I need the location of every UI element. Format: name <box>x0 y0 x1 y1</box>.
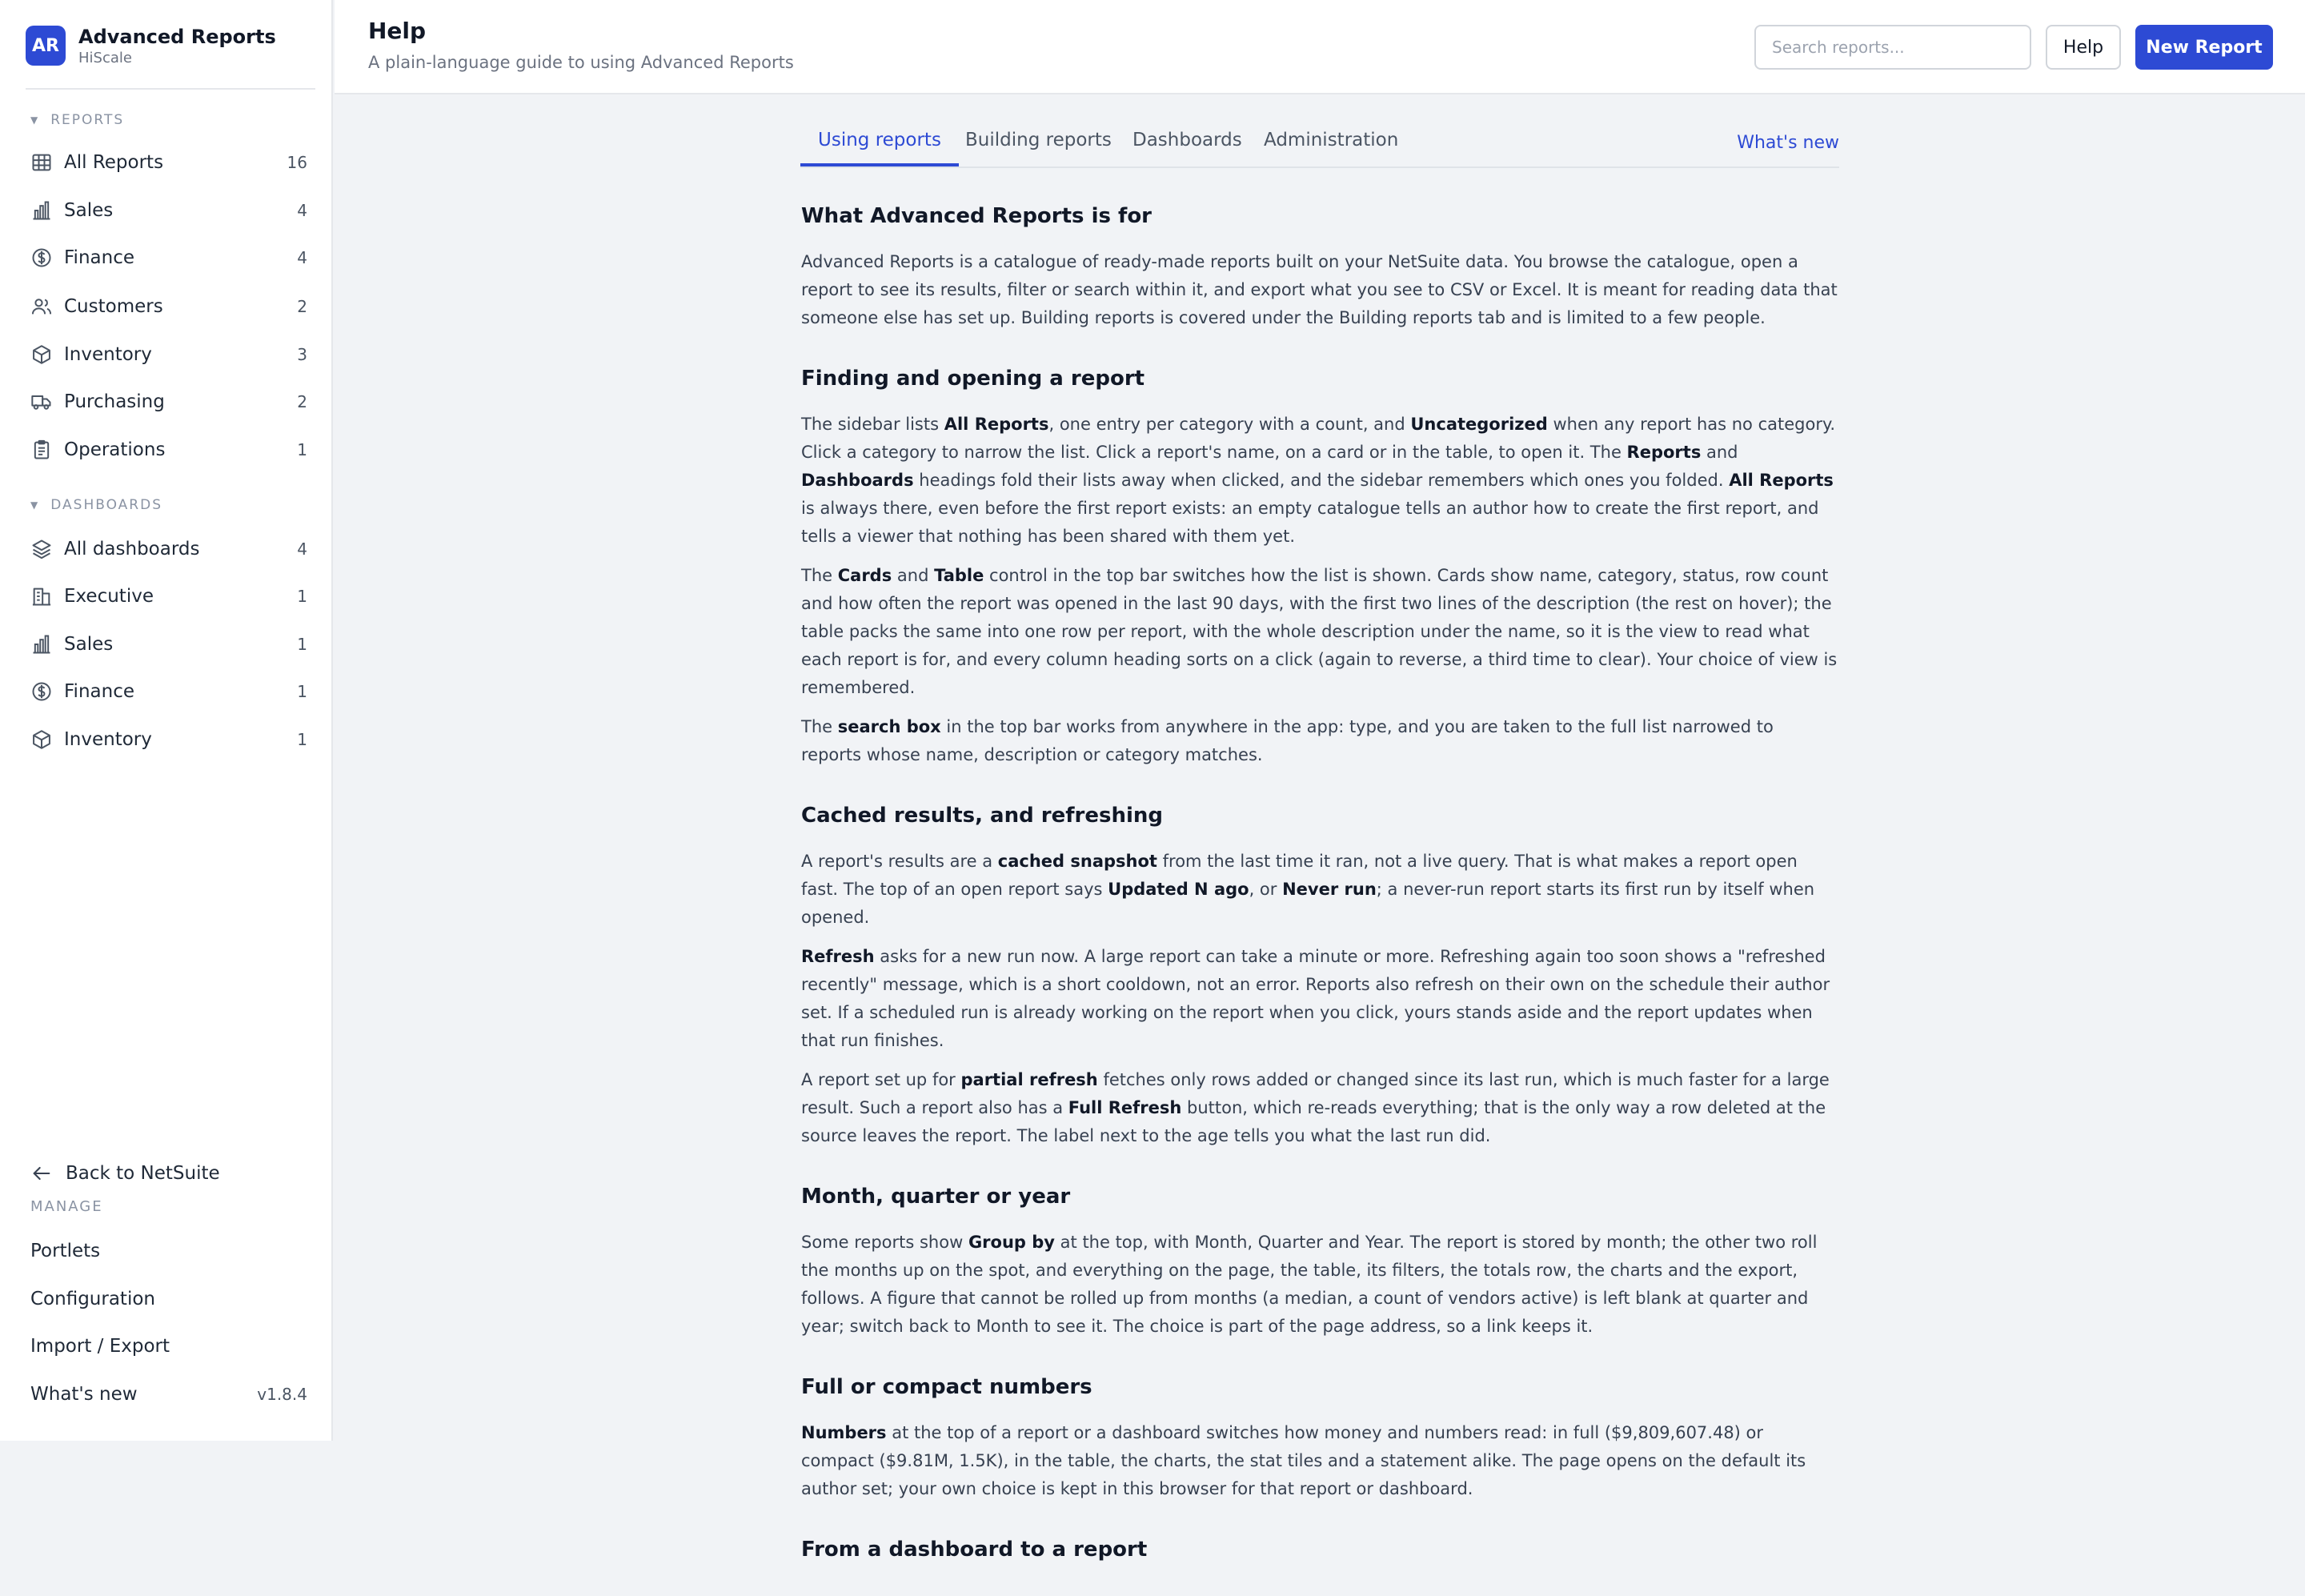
box-icon <box>30 728 53 751</box>
section-paragraph <box>801 848 1838 932</box>
body-text: and <box>892 566 935 585</box>
dollar-icon <box>30 680 53 703</box>
dashboards-heading-label: DASHBOARDS <box>50 497 162 513</box>
section-paragraph <box>801 411 1838 551</box>
clipboard-icon <box>30 439 53 461</box>
bar-chart-icon <box>30 633 53 656</box>
page-title: Help <box>368 18 427 44</box>
body-text: and <box>1701 443 1738 462</box>
manage-item-import-export[interactable] <box>30 1330 307 1362</box>
body-text: The sidebar lists <box>801 415 944 434</box>
tab-building-reports[interactable]: Building reports <box>965 130 1112 150</box>
sidebar <box>0 0 333 1441</box>
body-text: ; a never-run report starts its first run by itself when opened. <box>801 880 1815 927</box>
help-content <box>801 202 1838 1596</box>
help-section <box>801 1373 1838 1503</box>
section-heading: Cached results, and refreshing <box>801 804 1163 828</box>
emphasis-text: cached snapshot <box>997 852 1157 871</box>
emphasis-text: Numbers <box>801 1423 887 1442</box>
tab-dashboards[interactable]: Dashboards <box>1132 130 1242 150</box>
help-tabs <box>800 120 1839 168</box>
sidebar-item-label: Inventory <box>64 729 152 750</box>
sidebar-item-count: 1 <box>297 635 307 654</box>
help-button[interactable]: Help <box>2046 25 2121 70</box>
emphasis-text: Cards <box>837 566 892 585</box>
users-icon <box>30 295 53 318</box>
sidebar-item-executive[interactable] <box>30 580 307 612</box>
emphasis-text: Reports <box>1626 443 1702 462</box>
sidebar-item-label: Finance <box>64 247 134 268</box>
reports-heading[interactable] <box>30 110 124 130</box>
sidebar-item-label: All Reports <box>64 152 164 173</box>
sidebar-item-all-reports[interactable] <box>30 146 307 178</box>
manage-item-portlets[interactable] <box>30 1235 307 1267</box>
emphasis-text: All Reports <box>1729 471 1834 490</box>
sidebar-item-operations[interactable] <box>30 434 307 466</box>
section-heading: From a dashboard to a report <box>801 1538 1148 1562</box>
building-icon <box>30 585 53 608</box>
emphasis-text: Full Refresh <box>1068 1098 1182 1117</box>
sidebar-item-count: 3 <box>297 345 307 364</box>
section-heading: What Advanced Reports is for <box>801 204 1152 228</box>
sidebar-item-count: 2 <box>297 392 307 411</box>
sidebar-item-label: Sales <box>64 634 114 655</box>
search-input[interactable] <box>1754 25 2031 70</box>
bar-chart-icon <box>30 199 53 222</box>
section-paragraph <box>801 248 1838 332</box>
section-heading: Month, quarter or year <box>801 1185 1071 1209</box>
body-text: A report set up for <box>801 1070 961 1089</box>
sidebar-item-dash-inventory[interactable] <box>30 724 307 756</box>
sidebar-item-finance[interactable] <box>30 242 307 274</box>
manage-item-configuration[interactable] <box>30 1283 307 1315</box>
body-text: asks for a new run now. A large report can take a minute or more. Refreshing again too soon shows a "refreshed recently" message, which is a short cooldown, not an error. Reports also refresh on their own on the schedule their author set. If a scheduled run is already working on the report when you click, yours stands aside and the report updates when that run finishes. <box>801 947 1830 1050</box>
sidebar-item-label: Customers <box>64 296 163 317</box>
emphasis-text: Dashboards <box>801 471 914 490</box>
emphasis-text: Never run <box>1282 880 1377 899</box>
sidebar-item-count: 1 <box>297 440 307 459</box>
emphasis-text: partial refresh <box>960 1070 1098 1089</box>
sidebar-item-count: 2 <box>297 297 307 316</box>
section-paragraph <box>801 562 1838 702</box>
layers-icon <box>30 538 53 560</box>
brand[interactable] <box>26 24 314 67</box>
sidebar-item-count: 4 <box>297 201 307 220</box>
emphasis-text: search box <box>837 717 941 736</box>
box-icon <box>30 343 53 366</box>
top-bar <box>335 0 2305 94</box>
emphasis-text: Table <box>934 566 984 585</box>
sidebar-item-label: Finance <box>64 681 134 702</box>
sidebar-item-count: 16 <box>287 153 307 172</box>
section-paragraph <box>801 713 1838 769</box>
sidebar-item-count: 1 <box>297 730 307 749</box>
org-name: HiScale <box>78 50 132 66</box>
sidebar-item-label: Inventory <box>64 344 152 365</box>
emphasis-text: All Reports <box>944 415 1049 434</box>
sidebar-item-count: 4 <box>297 539 307 559</box>
body-text: , or <box>1249 880 1283 899</box>
body-text: at the top, with Month, Quarter and Year. The report is stored by month; the other two roll the months up on the spot, and everything on the page, the table, its filters, the totals row, the charts and the export, follows. A figure that cannot be rolled up from months (a median, a count of vendors active) is left blank at quarter and year; switch back to Month to see it. The choice is part of the page address, so a link keeps it. <box>801 1233 1818 1336</box>
back-to-netsuite-link[interactable] <box>30 1159 220 1188</box>
body-text: button, which re-reads everything; that is the only way a row deleted at the source leaves the report. The label next to the age tells you what the last run did. <box>801 1098 1826 1145</box>
table-icon <box>30 151 53 174</box>
body-text: in the top bar works from anywhere in the app: type, and you are taken to the full list narrowed to reports whose name, description or category matches. <box>801 717 1774 764</box>
body-text: The <box>801 717 838 736</box>
body-text: headings fold their lists away when clicked, and the sidebar remembers which ones you folded. <box>913 471 1730 490</box>
help-section <box>801 364 1838 769</box>
section-paragraph <box>801 1229 1838 1341</box>
emphasis-text: Updated N ago <box>1108 880 1249 899</box>
body-text: , one entry per category with a count, and <box>1048 415 1411 434</box>
emphasis-text: Uncategorized <box>1410 415 1548 434</box>
sidebar-item-label: Sales <box>64 200 114 221</box>
body-text: from the last time it ran, not a live query. That is what makes a report open fast. The top of an open report says <box>801 852 1798 899</box>
emphasis-text: Group by <box>968 1233 1055 1252</box>
body-text: A report's results are a <box>801 852 998 871</box>
body-text: is always there, even before the first report exists: an empty catalogue tells an author how to create the first report, and tells a viewer that nothing has been shared with them yet. <box>801 499 1819 546</box>
manage-item-label: Import / Export <box>30 1336 170 1357</box>
section-heading: Finding and opening a report <box>801 367 1145 391</box>
sidebar-divider <box>26 88 315 90</box>
manage-item-label: What's new <box>30 1384 138 1405</box>
sidebar-item-inventory[interactable] <box>30 339 307 371</box>
tab-using-reports[interactable]: Using reports <box>800 130 959 166</box>
sidebar-item-dash-finance[interactable] <box>30 676 307 708</box>
version-badge: v1.8.4 <box>257 1385 307 1404</box>
body-text: fetches only rows added or changed since its last run, which is much faster for a large result. Such a report also has a <box>801 1070 1830 1117</box>
caret-down-icon: ▼ <box>30 114 40 126</box>
sidebar-item-label: All dashboards <box>64 539 200 559</box>
whats-new-link[interactable]: What's new <box>1737 133 1839 153</box>
sidebar-item-label: Executive <box>64 586 154 607</box>
body-text: at the top of a report or a dashboard switches how money and numbers read: in full ($9,809,607.48) or compact ($9.81M, 1.5K), in the table, the charts, the stat tiles and a statement alike. The page opens on the default its author set; your own choice is kept in this browser for that report or dashboard. <box>801 1423 1806 1498</box>
section-heading: Full or compact numbers <box>801 1375 1092 1399</box>
sidebar-item-label: Purchasing <box>64 391 165 412</box>
truck-icon <box>30 391 53 413</box>
dashboards-heading[interactable] <box>30 495 162 515</box>
sidebar-item-count: 1 <box>297 682 307 701</box>
reports-heading-label: REPORTS <box>50 112 125 128</box>
caret-down-icon: ▼ <box>30 499 40 511</box>
new-report-button[interactable]: New Report <box>2135 25 2273 70</box>
section-paragraph <box>801 1419 1838 1503</box>
arrow-left-icon <box>30 1162 53 1185</box>
app-logo: AR <box>26 26 66 66</box>
body-text: The <box>801 566 838 585</box>
sidebar-item-all-dashboards[interactable] <box>30 533 307 565</box>
sidebar-item-customers[interactable] <box>30 291 307 323</box>
manage-heading: MANAGE <box>30 1198 103 1215</box>
tab-administration[interactable]: Administration <box>1264 130 1399 150</box>
app-title: Advanced Reports <box>78 26 276 48</box>
sidebar-item-sales[interactable] <box>30 194 307 227</box>
sidebar-item-purchasing[interactable] <box>30 386 307 418</box>
body-text: when any report has no category. Click a category to narrow the list. Click a report's name, on a card or in the table, to open it. The <box>801 415 1836 462</box>
help-section <box>801 1535 1838 1564</box>
manage-item-label: Portlets <box>30 1241 101 1261</box>
body-text: Advanced Reports is a catalogue of ready-made reports built on your NetSuite data. You browse the catalogue, open a report to see its results, filter or search within it, and export what you see to CSV or Excel. It is meant for reading data that someone else has set up. Building reports is covered under the Building reports tab and is limited to a few people. <box>801 252 1838 327</box>
emphasis-text: Refresh <box>801 947 875 966</box>
help-section <box>801 801 1838 1150</box>
body-text: control in the top bar switches how the list is shown. Cards show name, category, status, row count and how often the report was opened in the last 90 days, with the first two lines of the description (the rest on hover); the table packs the same into one row per report, with the whole description under the name, so it is the view to read what each report is for, and every column heading sorts on a click (again to reverse, a third time to clear). Your choice of view is remembered. <box>801 566 1838 697</box>
help-section <box>801 202 1838 332</box>
section-paragraph <box>801 943 1838 1055</box>
sidebar-item-dash-sales[interactable] <box>30 628 307 660</box>
help-section <box>801 1182 1838 1341</box>
sidebar-item-count: 1 <box>297 587 307 606</box>
back-label: Back to NetSuite <box>66 1163 220 1184</box>
body-text: Some reports show <box>801 1233 968 1252</box>
dollar-icon <box>30 247 53 269</box>
sidebar-item-count: 4 <box>297 248 307 267</box>
manage-item-label: Configuration <box>30 1289 155 1309</box>
sidebar-item-label: Operations <box>64 439 166 460</box>
page-subtitle: A plain-language guide to using Advanced Reports <box>368 53 794 72</box>
section-paragraph <box>801 1066 1838 1150</box>
manage-item-whats-new[interactable] <box>30 1378 307 1410</box>
